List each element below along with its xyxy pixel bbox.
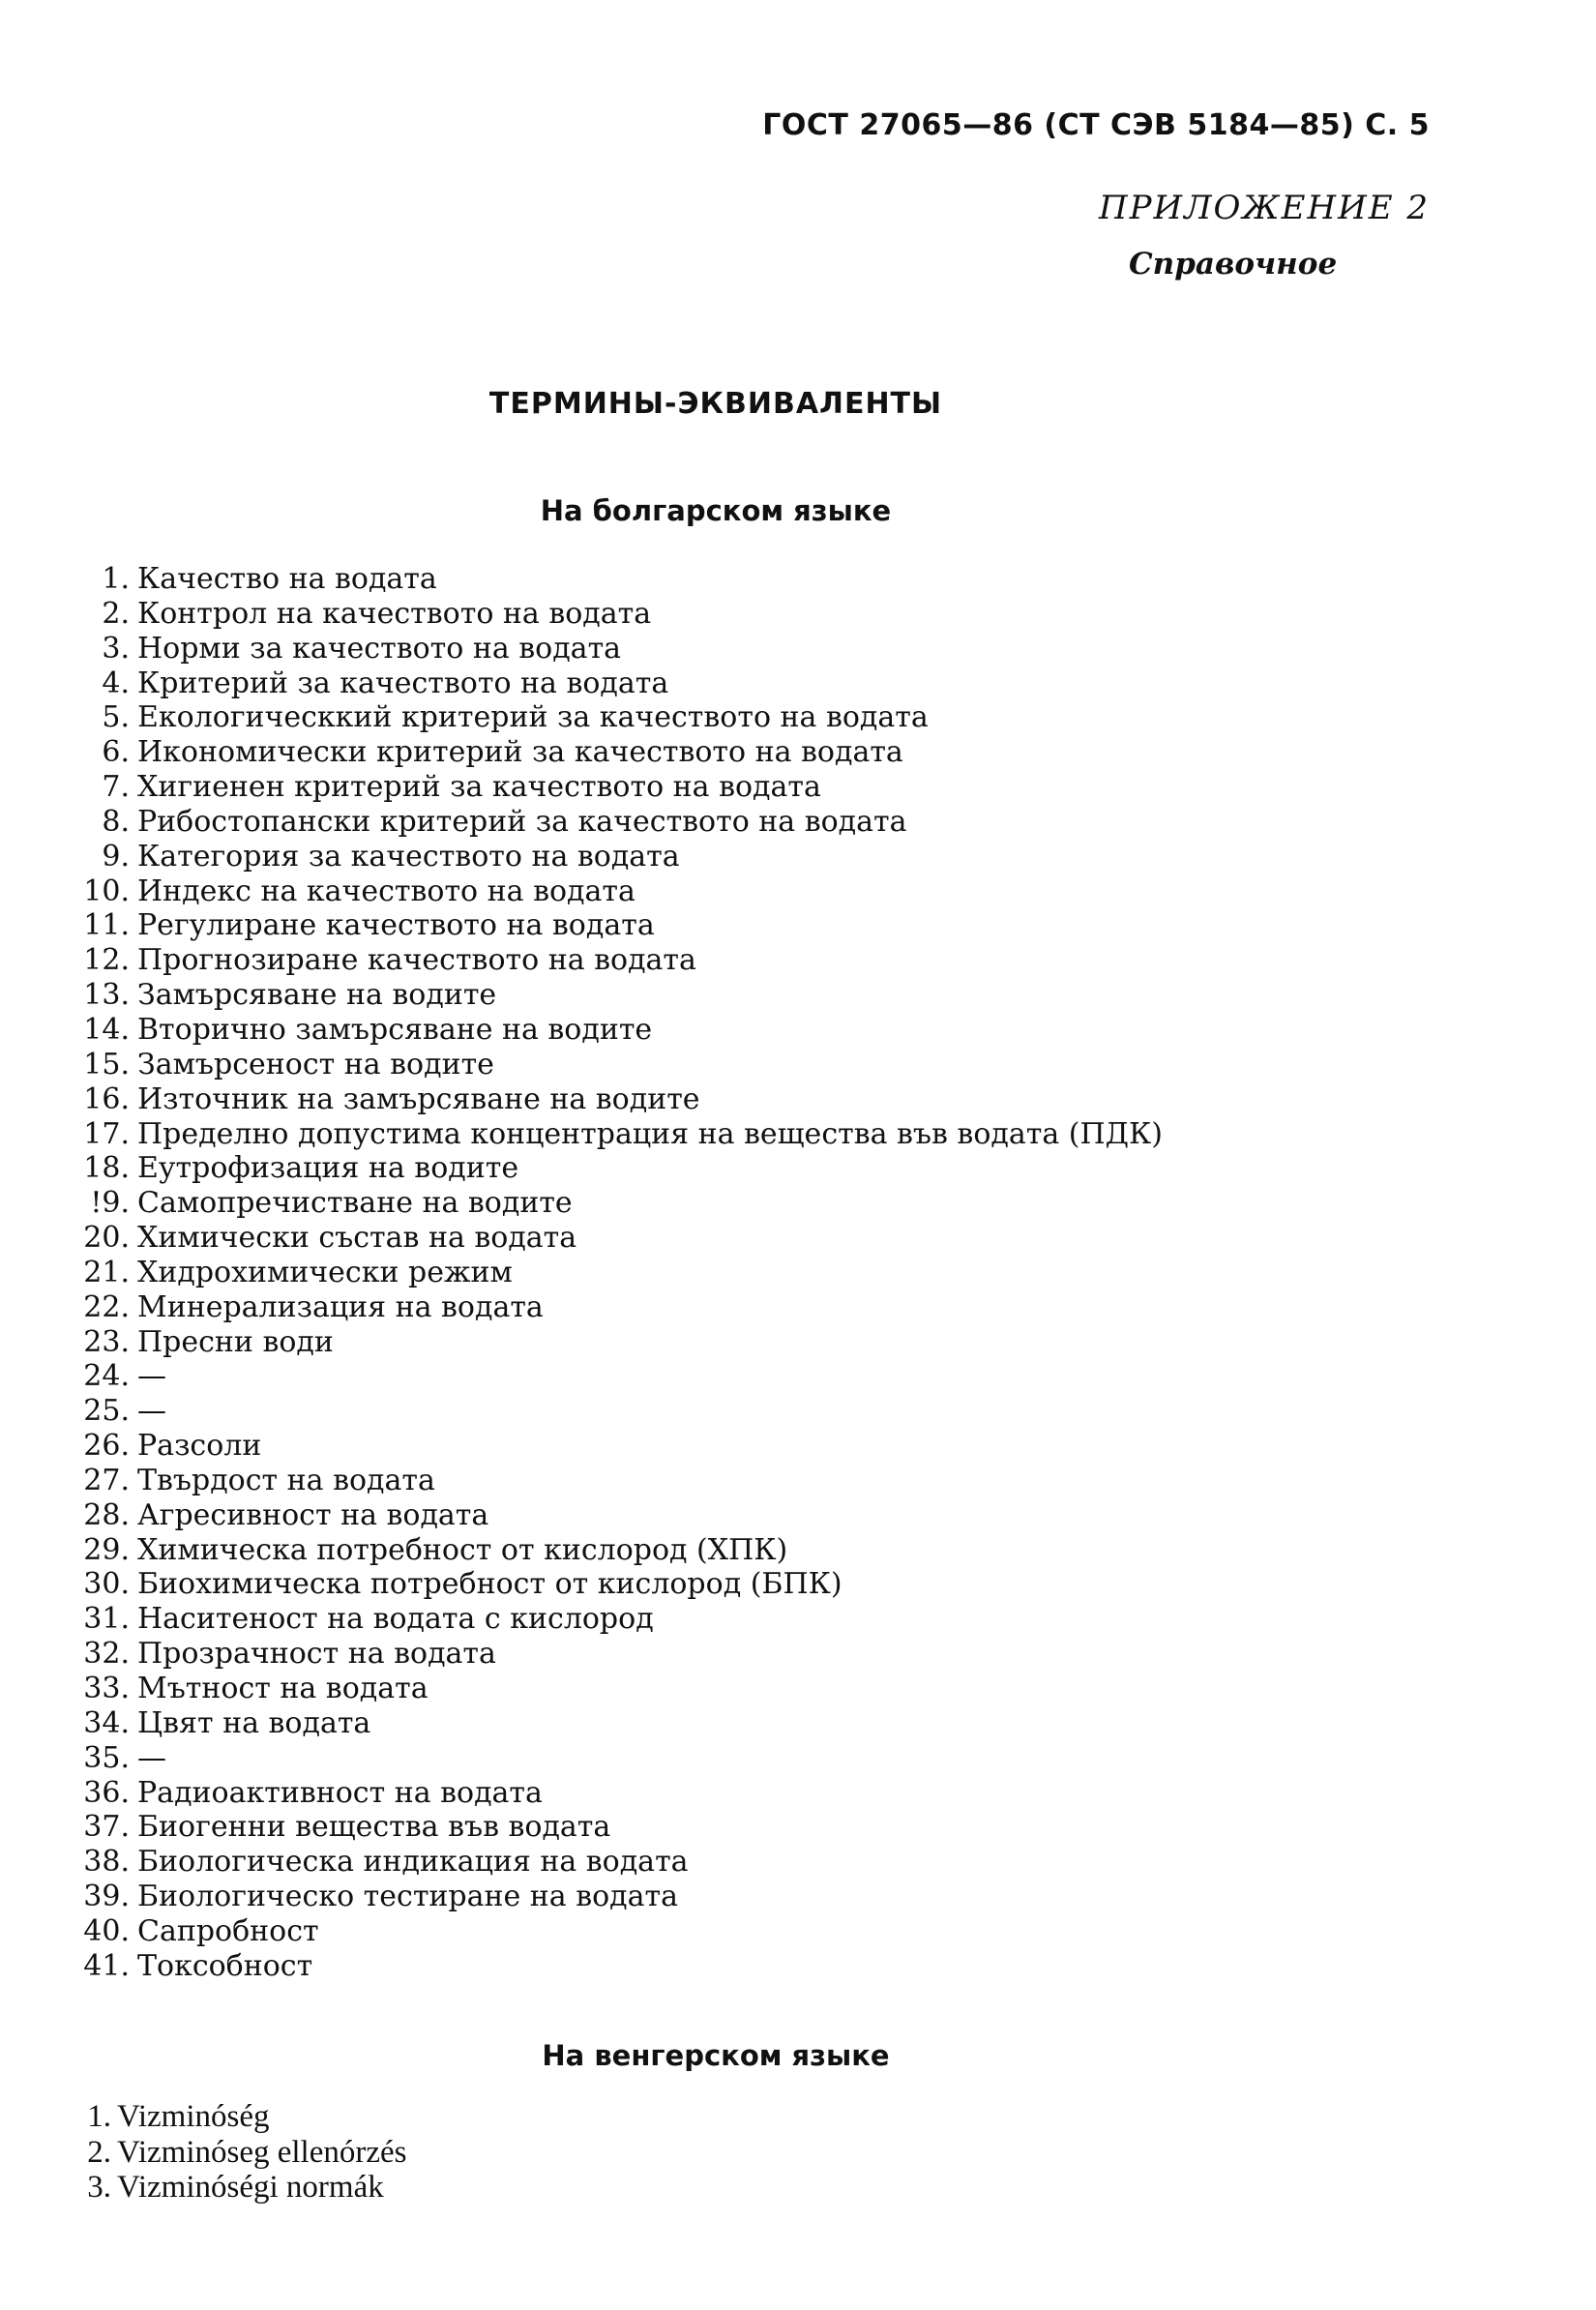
term-text: Разсоли: [137, 1429, 262, 1464]
term-item: [58, 1117, 1163, 1152]
term-number: 2.: [102, 596, 130, 631]
term-item: [58, 1429, 1163, 1464]
term-text: Вторично замърсяване на водите: [137, 1012, 653, 1047]
hungarian-heading: На венгерском языке: [542, 2039, 890, 2072]
term-number: 38.: [83, 1845, 130, 1880]
term-item: [58, 1394, 1163, 1429]
term-item: [58, 978, 1163, 1013]
term-number: 12.: [83, 943, 130, 978]
term-item: [58, 874, 1163, 909]
term-item: [58, 805, 1163, 840]
term-number: 11.: [83, 908, 130, 943]
term-number: 1.: [87, 2099, 111, 2134]
term-number: 21.: [83, 1255, 130, 1289]
term-text: —: [137, 1740, 166, 1775]
term-number: 31.: [83, 1602, 130, 1637]
term-item: [58, 597, 1163, 632]
term-number: 13.: [83, 978, 130, 1013]
term-number: 4.: [102, 666, 130, 700]
term-item: [58, 735, 1163, 770]
term-item: [58, 1567, 1163, 1602]
term-text: Икономически критерий за качеството на водата: [137, 735, 903, 770]
term-item: [61, 2099, 407, 2135]
term-number: 40.: [83, 1913, 130, 1948]
term-item: [58, 1914, 1163, 1949]
term-item: [58, 1498, 1163, 1533]
term-item: [61, 2135, 407, 2171]
term-text: Химическа потребност от кислород (ХПК): [137, 1532, 788, 1567]
term-text: Прозрачност на водата: [137, 1637, 496, 1672]
term-number: 27.: [83, 1463, 130, 1497]
term-number: 16.: [83, 1081, 130, 1116]
term-number: 5.: [102, 700, 130, 735]
term-text: Биогенни вещества във водата: [137, 1810, 611, 1845]
term-text: Сапробност: [137, 1913, 319, 1948]
bulgarian-heading: На болгарском языке: [540, 494, 892, 527]
term-item: [58, 943, 1163, 978]
term-text: Контрол на качеството на водата: [137, 596, 652, 631]
term-text: Твърдост на водата: [137, 1463, 435, 1497]
term-text: Vizminóseg ellenórzés: [117, 2134, 407, 2170]
section-title: ТЕРМИНЫ-ЭКВИВАЛЕНТЫ: [488, 387, 943, 421]
term-number: 17.: [83, 1116, 130, 1151]
term-text: Критерий за качеството на водата: [137, 666, 669, 700]
term-item: [58, 1151, 1163, 1186]
term-text: Качество на водата: [137, 562, 437, 596]
term-number: 15.: [83, 1047, 130, 1081]
term-item: [58, 632, 1163, 666]
term-number: 2.: [87, 2134, 111, 2170]
term-item: [58, 1082, 1163, 1117]
term-number: 29.: [83, 1532, 130, 1567]
term-number: 28.: [83, 1497, 130, 1532]
term-number: 6.: [102, 735, 130, 770]
term-text: Прогнозиране качеството на водата: [137, 943, 696, 978]
bulgarian-term-list: [58, 562, 1163, 1984]
term-number: 3.: [102, 631, 130, 666]
term-item: [58, 1256, 1163, 1290]
term-item: [58, 1602, 1163, 1637]
term-item: [58, 1776, 1163, 1811]
document-header-code: ГОСТ 27065—86 (СТ СЭВ 5184—85) С. 5: [762, 108, 1430, 142]
term-number: 20.: [83, 1221, 130, 1256]
term-number: 9.: [102, 839, 130, 874]
term-text: Химически състав на водата: [137, 1221, 577, 1256]
term-item: [58, 1359, 1163, 1394]
term-text: —: [137, 1394, 166, 1429]
term-text: Биохимическа потребност от кислород (БПК): [137, 1567, 842, 1602]
term-item: [61, 2170, 407, 2206]
term-number: 25.: [83, 1394, 130, 1429]
term-text: Замърсеност на водите: [137, 1047, 494, 1081]
term-item: [58, 1533, 1163, 1568]
term-number: 26.: [83, 1429, 130, 1464]
term-text: Биологическа индикация на водата: [137, 1845, 689, 1880]
term-item: [58, 1221, 1163, 1256]
term-number: !9.: [90, 1186, 130, 1221]
term-item: [58, 1810, 1163, 1845]
term-number: 22.: [83, 1289, 130, 1324]
term-item: [58, 770, 1163, 805]
term-number: 41.: [83, 1948, 130, 1983]
term-item: [58, 908, 1163, 943]
term-item: [58, 1013, 1163, 1048]
term-number: 23.: [83, 1324, 130, 1359]
term-text: Самопречистване на водите: [137, 1186, 573, 1221]
term-item: [58, 700, 1163, 735]
term-number: 18.: [83, 1151, 130, 1186]
term-text: Хидрохимически режим: [137, 1255, 513, 1289]
term-text: Радиоактивност на водата: [137, 1775, 543, 1810]
term-number: 24.: [83, 1359, 130, 1394]
term-item: [58, 1048, 1163, 1082]
term-text: Индекс на качеството на водата: [137, 874, 635, 908]
appendix-title: ПРИЛОЖЕНИЕ 2: [1098, 189, 1430, 227]
term-text: Рибостопански критерий за качеството на водата: [137, 804, 907, 839]
term-item: [58, 1845, 1163, 1880]
term-number: 1.: [102, 562, 130, 596]
term-text: Хигиенен критерий за качеството на водата: [137, 770, 821, 805]
term-text: Цвят на водата: [137, 1705, 371, 1740]
term-text: Източник на замърсяване на водите: [137, 1081, 700, 1116]
term-text: Пределно допустима концентрация на вещества във водата (ПДК): [137, 1116, 1163, 1151]
term-item: [58, 562, 1163, 597]
term-number: 8.: [102, 804, 130, 839]
term-number: 14.: [83, 1012, 130, 1047]
term-number: 39.: [83, 1880, 130, 1914]
term-number: 7.: [102, 770, 130, 805]
appendix-subtitle: Справочное: [1129, 247, 1338, 281]
term-text: —: [137, 1359, 166, 1394]
term-number: 10.: [83, 874, 130, 908]
term-text: Токсобност: [137, 1948, 313, 1983]
term-number: 33.: [83, 1672, 130, 1705]
term-item: [58, 1290, 1163, 1325]
term-text: Биологическо тестиране на водата: [137, 1880, 678, 1914]
term-number: 37.: [83, 1810, 130, 1845]
term-number: 36.: [83, 1775, 130, 1810]
term-text: Мътност на водата: [137, 1672, 429, 1705]
term-item: [58, 1464, 1163, 1498]
term-item: [58, 840, 1163, 874]
hungarian-term-list: [61, 2099, 407, 2206]
term-text: Пресни води: [137, 1324, 334, 1359]
term-item: [58, 1741, 1163, 1776]
term-number: 32.: [83, 1637, 130, 1672]
term-text: Еутрофизация на водите: [137, 1151, 519, 1186]
term-text: Минерализация на водата: [137, 1289, 544, 1324]
term-text: Категория за качеството на водата: [137, 839, 680, 874]
term-item: [58, 1637, 1163, 1672]
term-number: 3.: [87, 2170, 111, 2205]
term-text: Наситеност на водата с кислород: [137, 1602, 654, 1637]
term-text: Регулиране качеството на водата: [137, 908, 655, 943]
term-item: [58, 1949, 1163, 1984]
term-item: [58, 1880, 1163, 1914]
term-text: Замърсяване на водите: [137, 978, 497, 1013]
term-item: [58, 666, 1163, 701]
term-text: Vizminóség: [117, 2099, 270, 2134]
term-item: [58, 1186, 1163, 1221]
term-item: [58, 1672, 1163, 1706]
term-number: 35.: [83, 1740, 130, 1775]
term-text: Vizminóségi normák: [117, 2170, 384, 2205]
term-text: Екологическкий критерий за качеството на водата: [137, 700, 929, 735]
term-number: 30.: [83, 1567, 130, 1602]
term-text: Агресивност на водата: [137, 1497, 489, 1532]
term-number: 34.: [83, 1705, 130, 1740]
term-text: Норми за качеството на водата: [137, 631, 622, 666]
term-item: [58, 1325, 1163, 1360]
term-item: [58, 1706, 1163, 1741]
